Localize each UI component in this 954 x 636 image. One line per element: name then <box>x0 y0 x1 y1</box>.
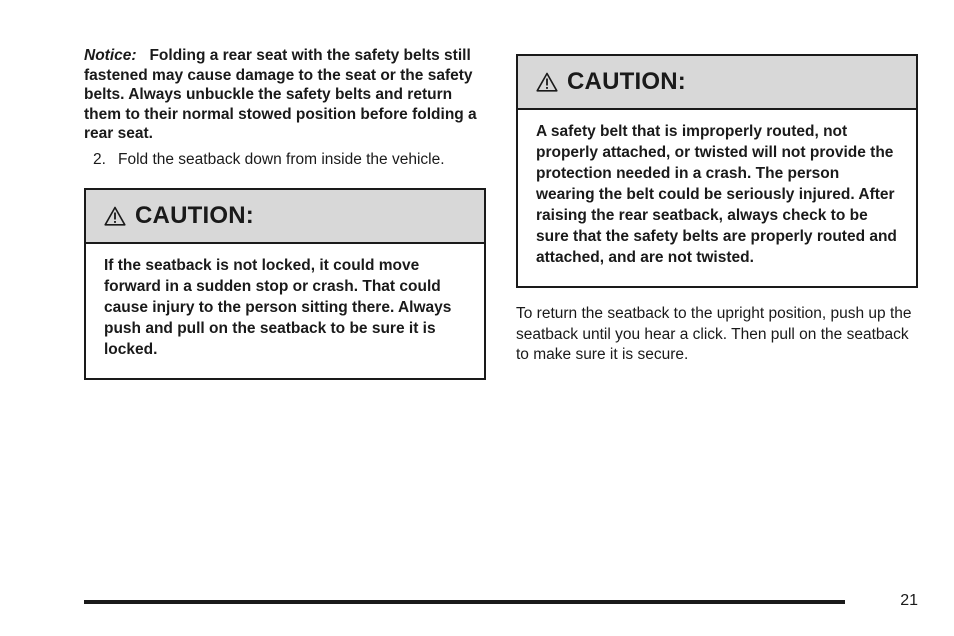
caution-header <box>518 56 916 110</box>
caution-box-safety-belt <box>516 54 918 288</box>
body-paragraph: To return the seatback to the upright position, push up the seatback until you hear a click. Then pull on the seatback to make sure it is secure. <box>516 305 912 363</box>
caution-body: A safety belt that is improperly routed, not properly attached, or twisted will not provide the protection needed in a crash. The person wearing the belt could be seriously injured. After raising the rear seatback, always check to be sure that the safety belts are properly routed and attached, and are not twisted. <box>536 123 897 266</box>
right-column <box>516 54 918 366</box>
left-column <box>84 46 487 380</box>
notice-text: Folding a rear seat with the safety belts still fastened may cause damage to the seat or the safety belts. Always unbuckle the safety belts and return them to their normal stowed position before folding a rear seat. <box>84 47 477 142</box>
footer-rule <box>84 600 845 604</box>
page-number: 21 <box>900 592 918 609</box>
caution-box-seatback-lock <box>84 188 486 380</box>
warning-triangle-icon <box>104 206 126 226</box>
notice-label: Notice: <box>84 47 137 64</box>
notice-paragraph <box>84 46 487 144</box>
caution-title: CAUTION: <box>135 202 254 229</box>
step-number: 2. <box>93 150 106 168</box>
caution-header <box>86 190 484 244</box>
caution-title: CAUTION: <box>567 68 686 95</box>
caution-body: If the seatback is not locked, it could move forward in a sudden stop or crash. That could cause injury to the person sitting there. Always push and pull on the seatback to be sure it is locked. <box>104 257 452 358</box>
warning-triangle-icon <box>536 72 558 92</box>
step-text: Fold the seatback down from inside the vehicle. <box>118 150 445 168</box>
step-item <box>84 150 487 171</box>
